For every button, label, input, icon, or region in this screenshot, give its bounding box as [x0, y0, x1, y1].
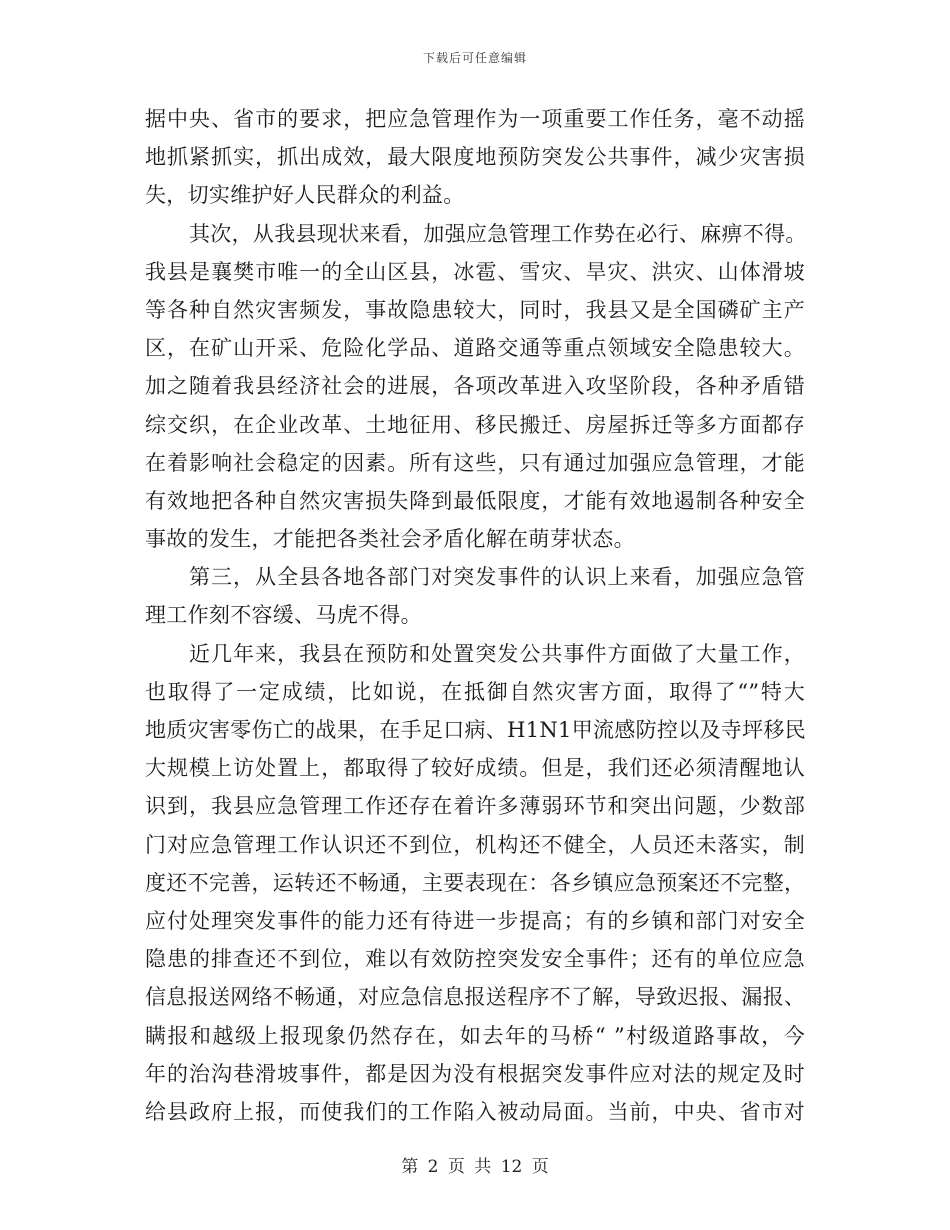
text-line: 失，切实维护好人民群众的利益。 [145, 183, 465, 208]
page-footer: 第 2 页 共 12 页 [401, 1157, 549, 1177]
text-line: 据中央、省市的要求，把应急管理作为一项重要工作任务，毫不动摇 [145, 107, 805, 131]
text-line: 加之随着我县经济社会的进展，各项改革进入攻坚阶段，各种矛盾错 [145, 374, 805, 399]
text-line: 度还不完善，运转还不畅通，主要表现在：各乡镇应急预案还不完整， [145, 870, 806, 895]
text-line: 瞒报和越级上报现象仍然存在，如去年的马桥“ ”村级道路事故，今 [145, 1023, 805, 1048]
text-line: 年的治沟巷滑坡事件，都是因为没有根据突发事件应对法的规定及时 [145, 1061, 805, 1086]
text-line: 门对应急管理工作认识还不到位，机构还不健全，人员还未落实，制 [145, 832, 805, 857]
text-line: 信息报送网络不畅通，对应急信息报送程序不了解，导致迟报、漏报、 [145, 985, 806, 1010]
document-body [145, 100, 805, 1131]
text-line: 区，在矿山开采、危险化学品、道路交通等重点领域安全隐患较大。 [145, 336, 805, 361]
text-line: 隐患的排查还不到位，难以有效防控突发安全事件；还有的单位应急 [145, 947, 805, 972]
page-header: 下载后可任意编辑 [422, 51, 527, 65]
text-line: 理工作刻不容缓、马虎不得。 [145, 603, 422, 628]
text-line: 识到，我县应急管理工作还存在着许多薄弱环节和突出问题，少数部 [145, 794, 805, 819]
text-line: 综交织，在企业改革、土地征用、移民搬迁、房屋拆迁等多方面都存 [145, 412, 805, 437]
text-line: 地质灾害零伤亡的战果，在手足口病、H1N1甲流感防控以及寺坪移民 [145, 718, 807, 742]
text-line: 应付处理突发事件的能力还有待进一步提高；有的乡镇和部门对安全 [145, 908, 805, 933]
text-line: 其次，从我县现状来看，加强应急管理工作势在必行、麻痹不得。 [189, 221, 807, 246]
text-line: 也取得了一定成绩，比如说，在抵御自然灾害方面，取得了“”特大 [145, 679, 805, 704]
text-line: 给县政府上报，而使我们的工作陷入被动局面。当前，中央、省市对 [145, 1099, 805, 1124]
text-line: 我县是襄樊市唯一的全山区县，冰雹、雪灾、旱灾、洪灾、山体滑坡 [145, 259, 805, 284]
text-line: 第三，从全县各地各部门对突发事件的认识上来看，加强应急管 [189, 565, 805, 590]
text-line: 等各种自然灾害频发，事故隐患较大，同时，我县又是全国磷矿主产 [145, 297, 805, 322]
text-line: 地抓紧抓实，抓出成效，最大限度地预防突发公共事件，减少灾害损 [145, 145, 805, 170]
text-line: 在着影响社会稳定的因素。所有这些，只有通过加强应急管理，才能 [145, 450, 805, 475]
text-line: 近几年来，我县在预防和处置突发公共事件方面做了大量工作， [189, 641, 805, 666]
text-line: 有效地把各种自然灾害损失降到最低限度，才能有效地遏制各种安全 [145, 488, 805, 513]
text-line: 大规模上访处置上，都取得了较好成绩。但是，我们还必须清醒地认 [145, 756, 805, 781]
text-line: 事故的发生，才能把各类社会矛盾化解在萌芽状态。 [145, 527, 635, 552]
